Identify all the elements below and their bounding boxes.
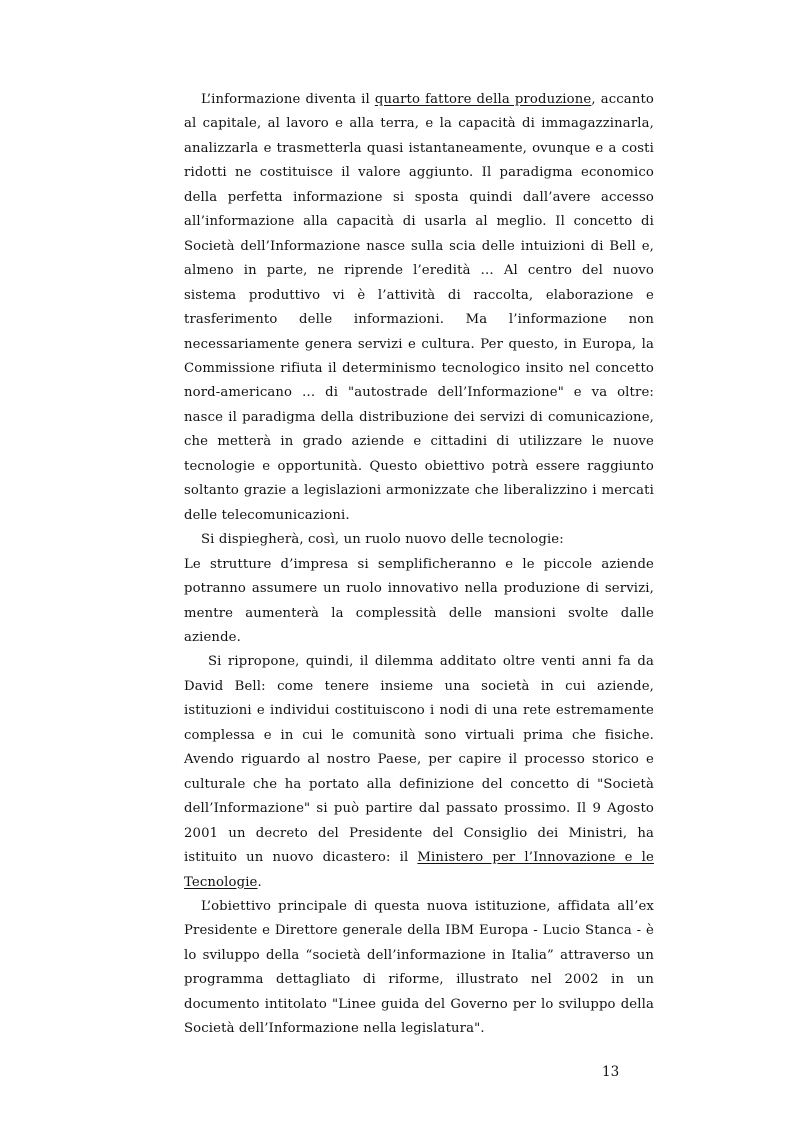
body-text (184, 88, 654, 1042)
paragraph-1-text-1: L’informazione diventa il (201, 92, 375, 107)
paragraph-2-text: Si dispiegherà, così, un ruolo nuovo delle tecnologie: (201, 532, 564, 548)
paragraph-1 (184, 88, 654, 528)
paragraph-4 (184, 650, 654, 895)
paragraph-4-text-1: Si ripropone, quindi, il dilemma additato oltre venti anni fa da David Bell: come tenere insieme una società in cui aziende, istituzioni e individui costituiscono i nodi di una rete estremamente complessa e in cui le comunità sono virtuali prima che fisiche. Avendo riguardo al nostro Paese, per capire il processo storico e culturale che ha portato alla definizione del concetto di "Società dell’Informazione" si può partire dal passato prossimo. Il 9 Agosto 2001 un decreto del Presidente del Consiglio dei Ministri, ha istituito un nuovo dicastero: il (184, 654, 654, 866)
paragraph-2 (184, 528, 654, 552)
underlined-phrase-ministero: Ministero per l’Innovazione e le Tecnologie (184, 850, 654, 890)
paragraph-5 (184, 895, 654, 1042)
paragraph-5-text: L’obiettivo principale di questa nuova istituzione, affidata all’ex Presidente e Direttore generale della IBM Europa - Lucio Stanca - è lo sviluppo della “società dell’informazione in Italia” attraverso un programma dettagliato di riforme, illustrato nel 2002 in un documento intitolato "Linee guida del Governo per lo sviluppo della Società dell’Informazione nella legislatura". (184, 898, 654, 1037)
page-number: 13 (602, 1064, 620, 1080)
underlined-phrase-quarto-fattore: quarto fattore della produzione (374, 92, 592, 107)
paragraph-1-text-2: , accanto al capitale, al lavoro e alla terra, e la capacità di immagazzinarla, analizzarla e trasmetterla quasi istantaneamente, ovunque e a costi ridotti ne costituisce il valore aggiunto. Il paradigma economico della perfetta informazione si sposta quindi dall’avere accesso all’informazione alla capacità di usarla al meglio. Il concetto di Società dell’Informazione nasce sulla scia delle intuizioni di Bell e, almeno in parte, ne riprende l’eredità … Al centro del nuovo sistema produttivo vi è l’attività di raccolta, elaborazione e trasferimento delle informazioni. Ma l’informazione non necessariamente genera servizi e cultura. Per questo, in Europa, la Commissione rifiuta il determinismo tecnologico insito nel concetto nord-americano … di "autostrade dell’Informazione" e va oltre: nasce il paradigma della distribuzione dei servizi di comunicazione, che metterà in grado aziende e cittadini di utilizzare le nuove tecnologie e opportunità. Questo obiettivo potrà essere raggiunto soltanto grazie a legislazioni armonizzate che liberalizzino i mercati delle telecomunicazioni. (184, 92, 654, 523)
paragraph-3-text: Le strutture d’impresa si semplificheranno e le piccole aziende potranno assumere un ruolo innovativo nella produzione di servizi, mentre aumenterà la complessità delle mansioni svolte dalle aziende. (184, 556, 654, 645)
paragraph-3 (184, 553, 654, 651)
paragraph-4-text-2: . (257, 874, 262, 890)
